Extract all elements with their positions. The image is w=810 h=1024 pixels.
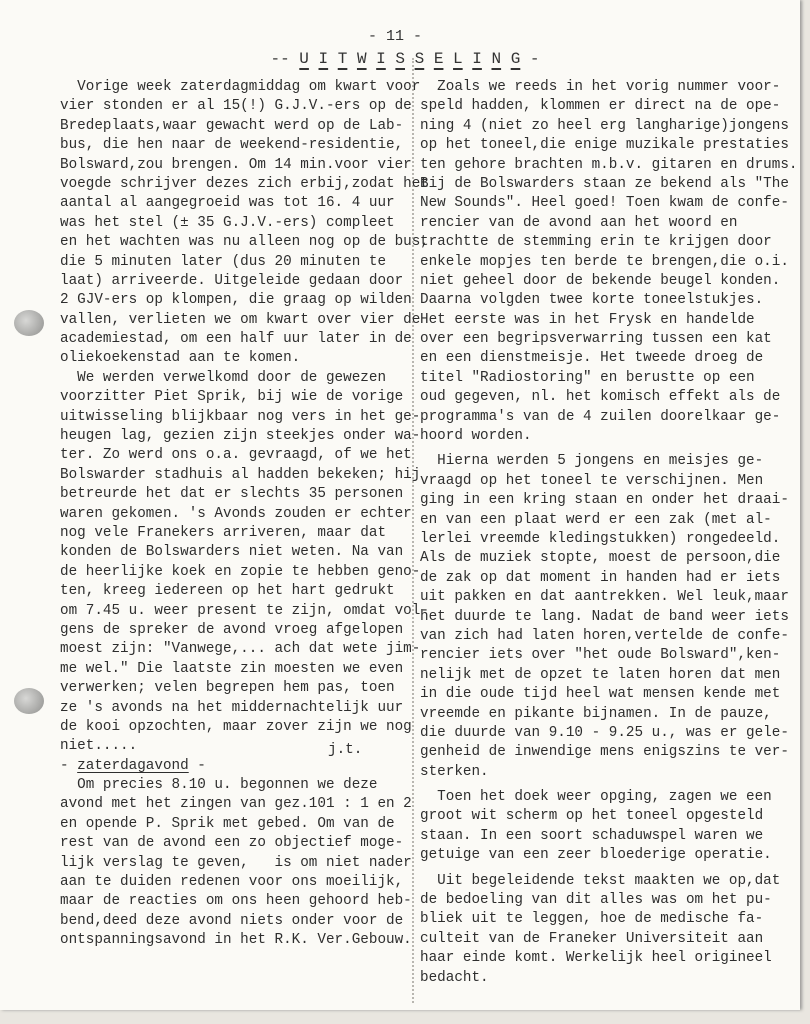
text-line: maar de reacties om ons heen gehoord heb- <box>60 893 412 910</box>
text-line: programma's van de 4 zuilen doorelkaar ge- <box>420 408 781 425</box>
text-line: op het toneel,die enige muzikale prestaties <box>420 137 789 154</box>
text-line: was het stel (± 35 G.J.V.-ers) compleet <box>60 214 395 231</box>
text-line: rencier iets over "het oude Bolsward",ken- <box>420 647 781 664</box>
punch-hole-icon <box>14 310 44 336</box>
paragraph <box>420 78 798 446</box>
title-letters <box>299 50 520 68</box>
text-line: ten gehore brachten m.b.v. gitaren en drums. <box>420 156 798 173</box>
text-line: die duurde van 9.10 - 9.25 u., was er gele- <box>420 724 789 741</box>
title-letter: I <box>376 50 386 68</box>
title-letter: L <box>453 50 463 68</box>
text-line: aan te duiden redenen voor ons moeilijk, <box>60 874 404 891</box>
text-line: culteit van de Franeker Universiteit aan <box>420 930 764 947</box>
text-line: over een begripsverwarring tussen een kat <box>420 331 772 348</box>
page-number: - 11 - <box>367 28 422 45</box>
punch-hole-icon <box>14 688 44 714</box>
paragraph <box>420 788 790 866</box>
text-line: enkele mopjes ten berde te brengen,die o.i. <box>420 253 789 270</box>
text-line: rencier van de avond aan het woord en <box>420 214 738 231</box>
text-line: Uit begeleidende tekst maakten we op,dat <box>420 872 781 889</box>
text-line: uit pakken en dat aantrekken. Wel leuk,maar <box>420 589 789 606</box>
heading-word: zaterdagavond <box>77 757 189 774</box>
title-suffix: - <box>520 50 540 68</box>
text-line: die 5 minuten later (dus 20 minuten te <box>60 253 387 270</box>
title-letter: U <box>299 50 309 68</box>
text-line: niet..... <box>60 738 138 755</box>
left-paragraphs-2 <box>60 776 410 951</box>
text-line: vraagd op het toneel te verschijnen. Men <box>420 472 764 489</box>
paragraph <box>420 452 790 782</box>
text-line: en een dienstmeisje. Het tweede droeg de <box>420 350 764 367</box>
right-paragraphs <box>420 78 798 988</box>
title-letter: G <box>510 50 521 68</box>
text-line: hoord worden. <box>420 428 532 445</box>
text-line: bliek uit te leggen, hoe de medische fa- <box>420 911 764 928</box>
text-line: ning 4 (niet zo heel erg langharige)jongens <box>420 117 789 134</box>
page-title <box>0 50 810 68</box>
text-line: voorzitter Piet Sprik, bij wie de vorige <box>60 389 404 406</box>
text-line: de zak op dat moment in handen had er iets <box>420 569 781 586</box>
text-line: lerlei vreemde kledingstukken) rongedeeld. <box>420 530 781 547</box>
title-letter: W <box>356 50 367 68</box>
text-line: sterken. <box>420 763 489 780</box>
title-letter: T <box>337 50 348 68</box>
text-line: bend,deed deze avond niets onder voor de <box>60 912 404 929</box>
text-line: academiestad, om een half uur later in de <box>60 331 412 348</box>
text-line: Daarna volgden twee korte toneelstukjes. <box>420 292 764 309</box>
text-line: laat) arriveerde. Uitgeleide gedaan door <box>60 272 404 289</box>
section-heading <box>60 757 410 776</box>
text-line: ontspanningsavond in het R.K. Ver.Gebouw. <box>60 932 412 949</box>
text-line: me wel." Die laatste zin moesten we even <box>60 660 404 677</box>
text-line: Toen het doek weer opging, zagen we een <box>420 789 772 806</box>
text-line: vier stonden er al 15(!) G.J.V.-ers op de <box>60 98 412 115</box>
left-column <box>60 78 429 951</box>
text-line: genheid de inwendige mens enigszins te ver- <box>420 744 789 761</box>
title-letter: E <box>433 50 444 68</box>
text-line: We werden verwelkomd door de gewezen <box>60 369 387 386</box>
text-line: niet geheel door de bekende beugel konden. <box>420 272 781 289</box>
text-line: getuige van een zeer bloederige operatie. <box>420 847 772 864</box>
text-line: ten, kreeg iedereen op het hart gedrukt <box>60 583 395 600</box>
paragraph <box>60 369 429 757</box>
text-line: in die oude tijd heel wat mensen kende met <box>420 686 781 703</box>
text-line: Hierna werden 5 jongens en meisjes ge- <box>420 453 764 470</box>
text-line: groot wit scherm op het toneel opgesteld <box>420 808 764 825</box>
text-line: New Sounds". Heel goed! Toen kwam de confe- <box>420 195 789 212</box>
text-line: vreemde en pikante bijnamen. In de pauze, <box>420 705 772 722</box>
text-line: Bolswarder stadhuis al hadden bekeken; hij <box>60 466 421 483</box>
text-line: Het eerste was in het Frysk en handelde <box>420 311 755 328</box>
text-line: nog vele Franekers arriveren, maar dat <box>60 524 387 541</box>
text-line: om 7.45 u. weer present te zijn, omdat vol- <box>60 602 429 619</box>
text-line: ter. Zo werd ons o.a. gevraagd, of we het <box>60 447 412 464</box>
column-divider <box>412 58 414 1003</box>
text-line: ging in een kring staan en onder het draai- <box>420 492 789 509</box>
left-paragraphs <box>60 78 429 757</box>
right-column <box>420 78 798 994</box>
title-letter: S <box>395 50 405 68</box>
paragraph <box>60 78 429 369</box>
text-line: Bredeplaats,waar gewacht werd op de Lab- <box>60 117 404 134</box>
text-line: oud gegeven, nl. het komisch effekt als de <box>420 389 781 406</box>
paragraph <box>60 776 410 951</box>
text-line: Vorige week zaterdagmiddag om kwart voor <box>60 79 421 95</box>
text-line: de heerlijke koek en zopie te hebben geno- <box>60 563 421 580</box>
text-line: waren gekomen. 's Avonds zouden er echter <box>60 505 412 522</box>
text-line: aantal al aangegroeid was tot 16. 4 uur <box>60 195 395 212</box>
text-line: 2 GJV-ers op klompen, die graag op wilden <box>60 292 412 309</box>
text-line: gens de spreker de avond vroeg afgelopen <box>60 621 404 638</box>
text-line: bus, die hen naar de weekend-residentie, <box>60 137 404 154</box>
text-line: speld hadden, klommen er direct na de ope- <box>420 98 781 115</box>
text-line: konden de Bolswarders niet weten. Na van <box>60 544 404 561</box>
text-line: Zoals we reeds in het vorig nummer voor- <box>420 79 781 95</box>
title-prefix: -- <box>270 50 300 68</box>
text-line: Om precies 8.10 u. begonnen we deze <box>60 777 378 794</box>
author-signature: j.t. <box>328 742 363 758</box>
text-line: en opende P. Sprik met gebed. Om van de <box>60 815 395 832</box>
text-line: nelijk met de opzet te laten horen dat men <box>420 666 781 683</box>
text-line: vallen, verlieten we om kwart over vier de <box>60 311 421 328</box>
text-line: Als de muziek stopte, moest de persoon,die <box>420 550 781 567</box>
heading-dash: - <box>188 757 206 774</box>
text-line: en het wachten was nu alleen nog op de bus, <box>60 234 429 251</box>
heading-dash: - <box>60 757 78 774</box>
title-letter: S <box>414 50 425 68</box>
text-line: uitwisseling blijkbaar nog vers in het ge- <box>60 408 421 425</box>
text-line: oliekoekenstad aan te komen. <box>60 350 301 367</box>
text-line: verwerken; velen begrepen hem pas, toen <box>60 680 395 697</box>
title-letter: I <box>472 50 482 68</box>
title-letter: I <box>318 50 329 68</box>
text-line: trachtte de stemming erin te krijgen door <box>420 234 772 251</box>
text-line: titel "Radiostoring" en berustte op een <box>420 369 755 386</box>
paragraph <box>420 872 790 988</box>
title-letter: N <box>491 50 502 68</box>
text-line: haar einde komt. Werkelijk heel origineel <box>420 950 772 967</box>
text-line: Bolsward,zou brengen. Om 14 min.voor vier <box>60 156 412 173</box>
text-line: en van een plaat werd er een zak (met al- <box>420 511 772 528</box>
text-line: Bij de Bolswarders staan ze bekend als "The <box>420 175 789 192</box>
text-line: avond met het zingen van gez.101 : 1 en 2 <box>60 796 412 813</box>
text-line: heugen lag, gezien zijn steekjes onder wa- <box>60 428 421 445</box>
text-line: het duurde te lang. Nadat de band weer iets <box>420 608 789 625</box>
text-line: van zich had laten horen,vertelde de confe- <box>420 627 789 644</box>
text-line: ze 's avonds na het middernachtelijk uur <box>60 699 404 716</box>
text-line: de bedoeling van dit alles was om het pu- <box>420 892 772 909</box>
text-line: bedacht. <box>420 969 489 986</box>
text-line: lijk verslag te geven, is om niet nader <box>60 854 412 871</box>
text-line: rest van de avond een zo objectief moge- <box>60 835 404 852</box>
text-line: staan. In een soort schaduwspel waren we <box>420 827 764 844</box>
text-line: betreurde het dat er slechts 35 personen <box>60 486 404 503</box>
text-line: voegde schrijver dezes zich erbij,zodat het <box>60 175 429 192</box>
text-line: de kooi opzochten, maar zover zijn we nog <box>60 718 412 735</box>
text-line: moest zijn: "Vanwege,... ach dat wete jim- <box>60 641 421 658</box>
